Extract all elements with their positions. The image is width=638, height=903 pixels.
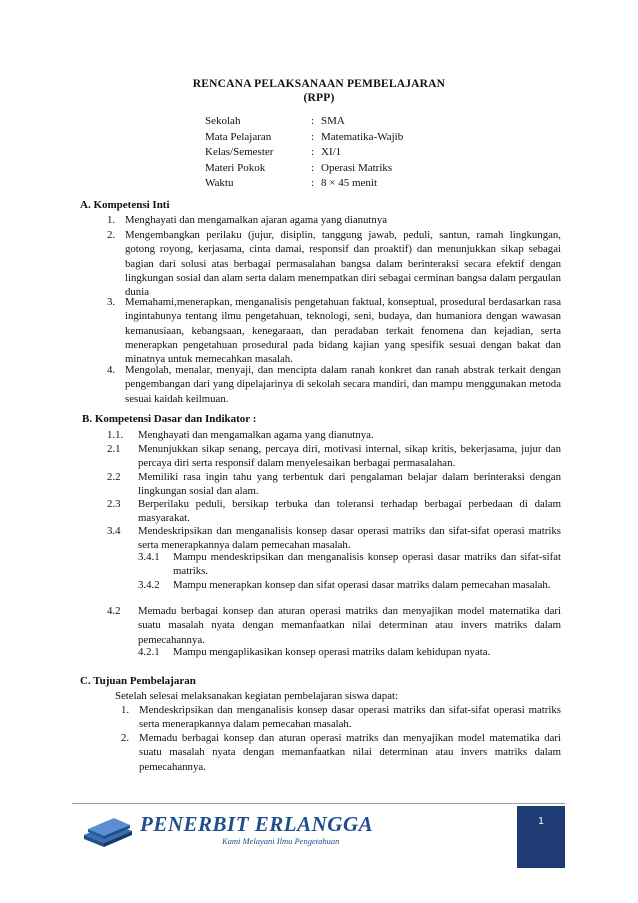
- section-c-intro: Setelah selesai melaksanakan kegiatan pembelajaran siswa dapat:: [115, 690, 399, 702]
- kompetensi-inti-item: 4. Mengolah, menalar, menyaji, dan mencipta dalam ranah konkret dan ranah abstrak terkait dengan pengembangan dari yang dipelajarinya di sekolah secara mandiri, dan mampu menggunakan metoda sesuai kaidah keilmuan.: [107, 364, 561, 405]
- kompetensi-dasar-item: 2.2 Memiliki rasa ingin tahu yang terbentuk dari pengalaman belajar dalam berinteraksi dengan lingkungan sosial dan alam.: [107, 471, 561, 498]
- indikator-item: 3.4.2 Mampu menerapkan konsep dan sifat operasi dasar matriks dalam pemecahan masalah.: [138, 579, 551, 591]
- tujuan-item: 1. Mendeskripsikan dan menganalisis konsep dasar operasi matriks dan sifat-sifat operasi matriks serta menerapkannya dalam pemecahan masalah.: [121, 704, 561, 731]
- kompetensi-dasar-item: 4.2 Memadu berbagai konsep dan aturan operasi matriks dan menyajikan model matematika dari suatu masalah nyata dengan memanfaatkan nilai determinan atau invers matriks dalam pemecahannya.: [107, 605, 561, 646]
- kompetensi-inti-item: 3. Memahami,menerapkan, menganalisis pengetahuan faktual, konseptual, prosedural berdasarkan rasa ingintahunya tentang ilmu pengetahuan, teknologi, seni, budaya, dan humaniora dengan wawasan kemanusiaan, kebangsaan, kenegaraan, dan peradaban terkait fenomena dan kejadian, serta menerapkan pengetahuan prosedural pada bidang kajian yang spesifik sesuai dengan bakat dan minatnya untuk memecahkan masalah.: [107, 296, 561, 366]
- indikator-item: 3.4.1 Mampu mendeskripsikan dan menganalisis konsep operasi dasar matriks dan sifat-sifat matriks.: [138, 551, 561, 578]
- footer-divider: [72, 803, 565, 804]
- kompetensi-inti-item: 1. Menghayati dan mengamalkan ajaran agama yang dianutnya: [107, 214, 388, 226]
- info-row-sekolah: Sekolah : SMA: [205, 115, 345, 127]
- kompetensi-dasar-item: 3.4 Mendeskripsikan dan menganalisis konsep dasar operasi matriks dan sifat-sifat operasi matriks serta menerapkannya dalam pemecahan masalah.: [107, 525, 561, 552]
- info-row-waktu: Waktu : 8 × 45 menit: [205, 177, 378, 189]
- info-row-mata-pelajaran: Mata Pelajaran : Matematika-Wajib: [205, 130, 404, 143]
- section-a-heading: A. Kompetensi Inti: [80, 199, 170, 211]
- section-c-heading: C. Tujuan Pembelajaran: [80, 675, 196, 687]
- section-b-heading: B. Kompetensi Dasar dan Indikator :: [82, 413, 257, 425]
- info-row-kelas-semester: Kelas/Semester : XI/1: [205, 146, 342, 158]
- kompetensi-inti-item: 2. Mengembangkan perilaku (jujur, disiplin, tanggung jawab, peduli, santun, ramah lingkungan, gotong royong, kerjasama, cinta damai, responsif dan proaktif) dan menunjukkan sikap sebagai bagian dari solusi atas berbagai permasalahan bangsa dalam berinteraksi secara efektif dengan lingkungan sosial dan alam serta dalam menempatkan diri sebagai cerminan bangsa dalam pergaulan dunia: [107, 229, 561, 299]
- kompetensi-dasar-item: 2.1 Menunjukkan sikap senang, percaya diri, motivasi internal, sikap kritis, bekerjasama, jujur dan percaya diri serta responsif dalam menyelesaikan berbagai permasalahan.: [107, 443, 561, 470]
- publisher-logo-title: PENERBIT ERLANGGA: [140, 812, 374, 836]
- info-row-materi-pokok: Materi Pokok : Operasi Matriks: [205, 161, 393, 174]
- indikator-item: 4.2.1 Mampu mengaplikasikan konsep operasi matriks dalam kehidupan nyata.: [138, 646, 491, 658]
- document-subtitle: (RPP): [303, 92, 335, 104]
- identity-table: [205, 114, 403, 192]
- publisher-tagline: Kami Melayani Ilmu Pengetahuan: [222, 836, 340, 846]
- page-number: 1: [538, 816, 544, 827]
- kompetensi-dasar-item: 2.3 Berperilaku peduli, bersikap terbuka dan toleransi terhadap berbagai perbedaan di dalam masyarakat.: [107, 498, 561, 525]
- tujuan-item: 2. Memadu berbagai konsep dan aturan operasi matriks dan menyajikan model matematika dari suatu masalah nyata dengan memanfaatkan nilai determinan atau invers matriks dalam pemecahannya.: [121, 732, 561, 773]
- book-stack-icon: [82, 813, 134, 853]
- document-title: RENCANA PELAKSANAAN PEMBELAJARAN: [192, 78, 446, 90]
- page-number-box: [517, 806, 565, 868]
- kompetensi-dasar-item: 1.1. Menghayati dan mengamalkan agama yang dianutnya.: [107, 429, 374, 441]
